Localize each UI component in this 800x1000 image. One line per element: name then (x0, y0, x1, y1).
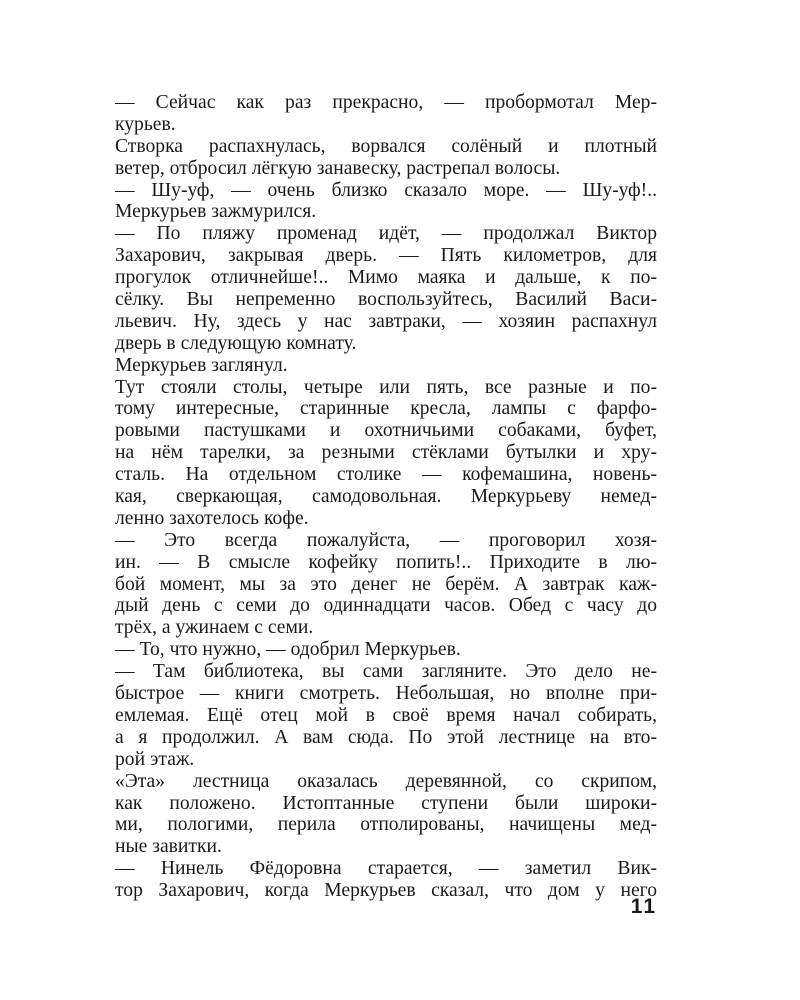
text-line: ветер, отбросил лёгкую занавеску, растрепал волосы. (115, 157, 561, 179)
text-line: сталь. На отдельном столике — кофемашина, новень- (115, 464, 657, 486)
text-line: Меркурьев зажмурился. (115, 201, 317, 223)
page-number: 11 (630, 895, 657, 918)
text-line: бой момент, мы за это денег не берём. А завтрак каж- (115, 573, 657, 595)
text-line: ми, пологими, перила отполированы, начищены мед- (115, 814, 657, 836)
text-line: «Эта» лестница оказалась деревянной, со скрипом, (115, 770, 657, 792)
text-line: ные завитки. (115, 836, 222, 858)
text-line: кая, сверкающая, самодовольная. Меркурьеву немед- (115, 486, 657, 508)
text-line: — По пляжу променад идёт, — продолжал Виктор (115, 223, 657, 245)
text-line: Захарович, закрывая дверь. — Пять километров, для (115, 245, 657, 267)
text-line: Меркурьев заглянул. (115, 354, 288, 376)
text-line: ленно захотелось кофе. (115, 507, 309, 529)
text-line: рой этаж. (115, 748, 195, 770)
text-line: Тут стояли столы, четыре или пять, все разные и по- (115, 376, 657, 398)
text-line: дый день с семи до одиннадцати часов. Обед с часу до (115, 595, 657, 617)
text-line: емлемая. Ещё отец мой в своё время начал собирать, (115, 704, 657, 726)
body-text (115, 92, 657, 902)
text-line: дверь в следующую комнату. (115, 332, 357, 354)
text-line: тор Захарович, когда Меркурьев сказал, что дом у него (115, 880, 657, 902)
text-line: — Нинель Фёдоровна старается, — заметил Вик- (115, 858, 657, 880)
text-line: ин. — В смысле кофейку попить!.. Приходите в лю- (115, 551, 657, 573)
text-line: сёлку. Вы непременно воспользуйтесь, Василий Васи- (115, 289, 657, 311)
text-line: на нём тарелки, за резными стёклами бутылки и хру- (115, 442, 657, 464)
text-line: Створка распахнулась, ворвался солёный и плотный (115, 135, 657, 157)
text-line: — Шу-уф, — очень близко сказало море. — Шу-уф!.. (115, 179, 657, 201)
text-line: — Сейчас как раз прекрасно, — пробормотал Мер- (115, 92, 657, 113)
text-line: тому интересные, старинные кресла, лампы с фарфо- (115, 398, 657, 420)
text-line: а я продолжил. А вам сюда. По этой лестнице на вто- (115, 726, 657, 748)
text-line: быстрое — книги смотреть. Небольшая, но вполне при- (115, 683, 657, 705)
text-line: трёх, а ужинаем с семи. (115, 617, 314, 639)
text-line: курьев. (115, 113, 176, 135)
text-line: прогулок отличнейше!.. Мимо маяка и дальше, к по- (115, 267, 657, 289)
text-line: — Это всегда пожалуйста, — проговорил хозя- (115, 529, 657, 551)
text-line: как положено. Истоптанные ступени были широки- (115, 792, 657, 814)
text-line: льевич. Ну, здесь у нас завтраки, — хозяин распахнул (115, 310, 657, 332)
text-line: — То, что нужно, — одобрил Меркурьев. (115, 639, 461, 661)
text-line: — Там библиотека, вы сами загляните. Это дело не- (115, 661, 657, 683)
text-line: ровыми пастушками и охотничьими собаками, буфет, (115, 420, 657, 442)
